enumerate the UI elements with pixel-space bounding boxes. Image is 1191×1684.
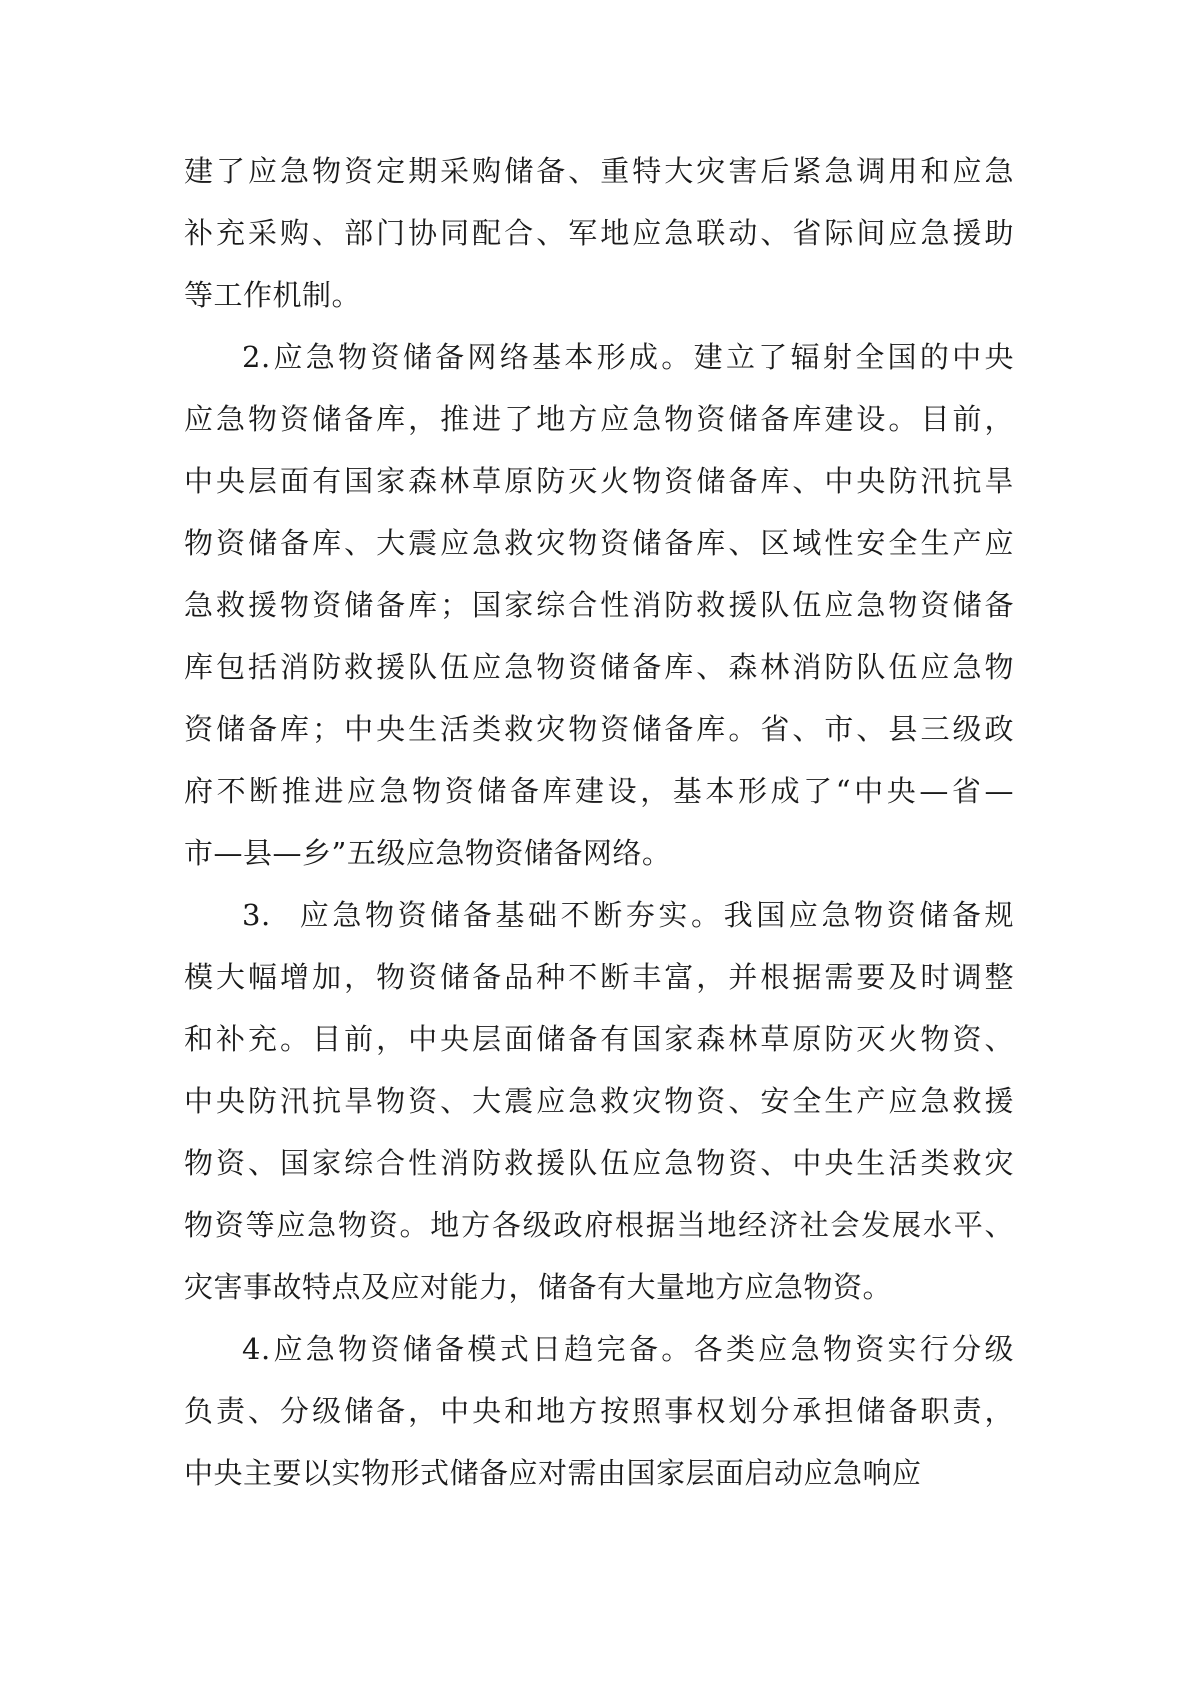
text-line xyxy=(184,884,1014,946)
text-line: 2.应急物资储备网络基本形成。建立了辐射全国的中央 xyxy=(242,340,1014,374)
text-line: 中央层面有国家森林草原防灭火物资储备库、中央防汛抗旱 xyxy=(184,464,1014,498)
paragraph-3 xyxy=(184,884,1014,1318)
text-line: 模大幅增加，物资储备品种不断丰富，并根据需要及时调整 xyxy=(184,960,1014,994)
text-line: 物资储备库、大震应急救灾物资储备库、区域性安全生产应 xyxy=(184,526,1014,560)
text-line: 物资、国家综合性消防救援队伍应急物资、中央生活类救灾 xyxy=(184,1146,1014,1180)
text-line: 等工作机制。 xyxy=(184,278,362,312)
text-line: 4.应急物资储备模式日趋完备。各类应急物资实行分级 xyxy=(242,1332,1014,1366)
text-line: 负责、分级储备，中央和地方按照事权划分承担储备职责， xyxy=(184,1394,1014,1428)
paragraph-2 xyxy=(184,326,1014,884)
text-line: 灾害事故特点及应对能力，储备有大量地方应急物资。 xyxy=(184,1270,893,1304)
text-line: 府不断推进应急物资储备库建设，基本形成了“中央—省— xyxy=(184,774,1014,808)
text-line: 应急物资储备库，推进了地方应急物资储备库建设。目前， xyxy=(184,402,1014,436)
text-line-content: 应急物资储备基础不断夯实。我国应急物资储备规 xyxy=(296,898,1014,932)
paragraph-4 xyxy=(184,1318,1014,1504)
text-line: 中央防汛抗旱物资、大震应急救灾物资、安全生产应急救援 xyxy=(184,1084,1014,1118)
text-line: 和补充。目前，中央层面储备有国家森林草原防灭火物资、 xyxy=(184,1022,1014,1056)
text-line: 建了应急物资定期采购储备、重特大灾害后紧急调用和应急 xyxy=(184,154,1014,188)
text-line: 市—县—乡”五级应急物资储备网络。 xyxy=(184,836,672,870)
paragraph-number: 3. xyxy=(242,898,271,932)
text-line: 库包括消防救援队伍应急物资储备库、森林消防队伍应急物 xyxy=(184,650,1014,684)
text-line: 物资等应急物资。地方各级政府根据当地经济社会发展水平、 xyxy=(184,1208,1014,1242)
text-line: 资储备库；中央生活类救灾物资储备库。省、市、县三级政 xyxy=(184,712,1014,746)
text-line: 中央主要以实物形式储备应对需由国家层面启动应急响应 xyxy=(184,1456,922,1490)
document-body xyxy=(184,140,1014,1504)
paragraph-1 xyxy=(184,140,1014,326)
text-line: 急救援物资储备库；国家综合性消防救援队伍应急物资储备 xyxy=(184,588,1014,622)
text-line: 补充采购、部门协同配合、军地应急联动、省际间应急援助 xyxy=(184,216,1014,250)
